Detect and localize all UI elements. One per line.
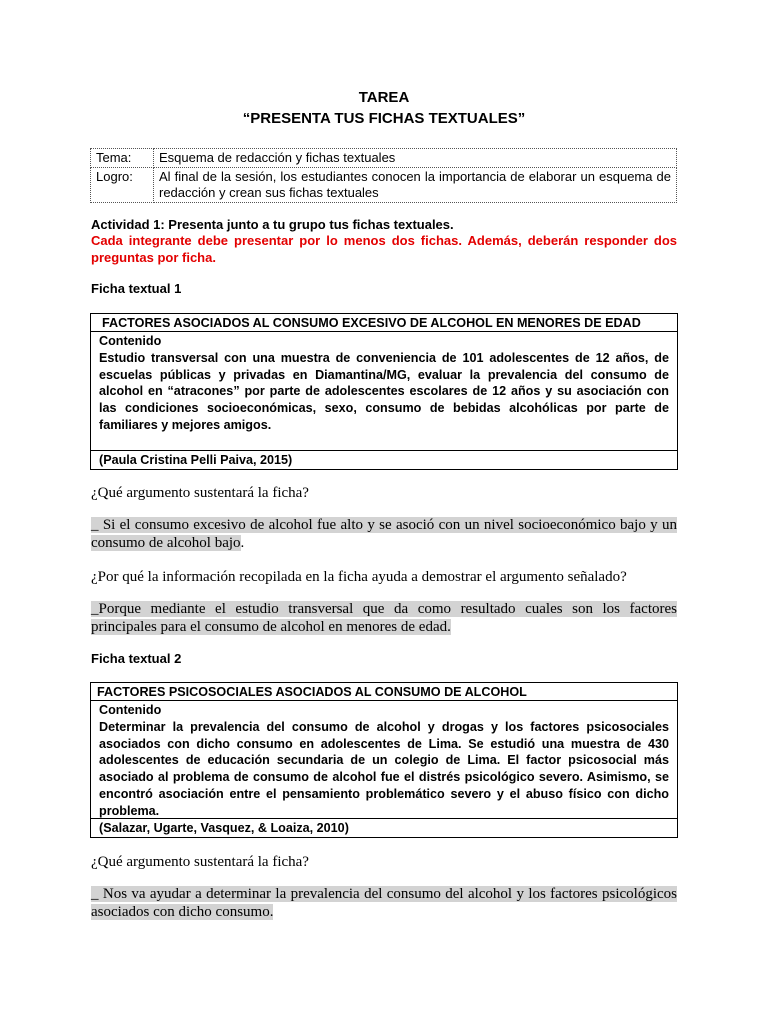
document-subtitle: “PRESENTA TUS FICHAS TEXTUALES”	[242, 110, 526, 127]
logro-label: Logro:	[91, 168, 154, 203]
activity-title: Actividad 1: Presenta junto a tu grupo tus fichas textuales.	[91, 217, 454, 232]
ficha-1-answer-1-period: .	[240, 534, 245, 551]
ficha-1-body	[91, 332, 677, 450]
ficha-2-answer-1-block	[91, 886, 677, 921]
activity-instruction: Cada integrante debe presentar por lo menos dos fichas. Además, deberán responder dos preguntas por ficha.	[91, 233, 677, 265]
ficha-2-citation: (Salazar, Ugarte, Vasquez, & Loaiza, 2010)	[91, 818, 677, 837]
ficha-2-label: Ficha textual 2	[91, 651, 182, 666]
ficha-2-answer-1: _ Nos va ayudar a determinar la prevalencia del consumo del alcohol y los factores psicológicos asociados con dicho consumo.	[91, 886, 677, 920]
tema-label: Tema:	[91, 149, 154, 168]
ficha-1-question-1: ¿Qué argumento sustentará la ficha?	[91, 485, 309, 501]
tema-value: Esquema de redacción y fichas textuales	[154, 149, 677, 168]
ficha-2-heading: FACTORES PSICOSOCIALES ASOCIADOS AL CONSUMO DE ALCOHOL	[91, 683, 677, 701]
ficha-1-card	[90, 313, 678, 470]
document-title: TAREA	[358, 89, 410, 106]
ficha-1-content: Estudio transversal con una muestra de conveniencia de 101 adolescentes de 12 años, de escuelas públicas y privadas en Diamantina/MG, evaluar la prevalencia del consumo de alcohol en “atracones” por parte de adolescentes escolares de 12 años y su asociación con las condiciones socioeconómicas, sexo, consumo de bebidas alcohólicas por parte de familiares y mejores amigos.	[99, 350, 669, 432]
ficha-1-label: Ficha textual 1	[91, 281, 182, 296]
ficha-1-content-label: Contenido	[99, 334, 162, 348]
ficha-1-heading: FACTORES ASOCIADOS AL CONSUMO EXCESIVO DE ALCOHOL EN MENORES DE EDAD	[91, 314, 677, 332]
tema-row	[91, 149, 677, 168]
ficha-2-card	[90, 682, 678, 838]
ficha-2-content: Determinar la prevalencia del consumo de alcohol y drogas y los factores psicosociales asociados con dicho consumo en adolescentes de Lima. Se estudió una muestra de 430 adolescentes de educación secundaria de un colegio de Lima. El factor psicosocial más asociado al problema de consumo de alcohol fue el distrés psicológico severo. Asimismo, se encontró asociación entre el pensamiento problemático severo y el abuso físico con dicho problema.	[99, 719, 669, 818]
ficha-1-question-2: ¿Por qué la información recopilada en la ficha ayuda a demostrar el argumento señalado?	[91, 569, 627, 585]
ficha-2-content-label: Contenido	[99, 703, 162, 717]
ficha-2-question-1: ¿Qué argumento sustentará la ficha?	[91, 854, 309, 870]
ficha-1-answer-2: _Porque mediante el estudio transversal que da como resultado cuales son los factores principales para el consumo de alcohol en menores de edad.	[91, 601, 677, 635]
ficha-1-answer-1-block	[91, 517, 677, 552]
session-info-table	[90, 148, 677, 203]
logro-value: Al final de la sesión, los estudiantes conocen la importancia de elaborar un esquema de redacción y crean sus fichas textuales	[154, 168, 677, 203]
ficha-1-citation: (Paula Cristina Pelli Paiva, 2015)	[91, 450, 677, 469]
ficha-1-answer-2-block	[91, 601, 677, 636]
ficha-2-body	[91, 701, 677, 818]
logro-row	[91, 168, 677, 203]
ficha-1-answer-1: _ Si el consumo excesivo de alcohol fue alto y se asoció con un nivel socioeconómico bajo y un consumo de alcohol bajo	[91, 517, 677, 551]
